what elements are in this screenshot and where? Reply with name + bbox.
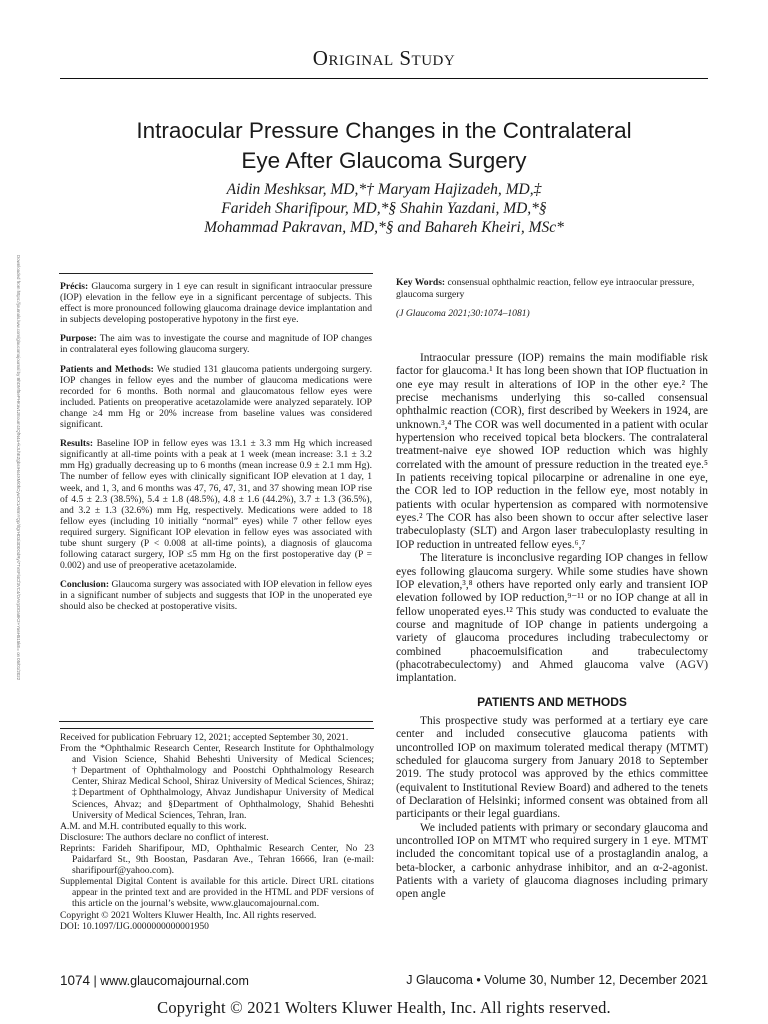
footnote: From the *Ophthalmic Research Center, Research Institute for Ophthalmology and Vision Science, Shahid Beheshti University of Medical Sciences; †Department of Ophthalmology and Poostchi Ophthalmology Research Center, Shiraz Medical School, Shiraz University of Medical Sciences, Shiraz; ‡Department of Ophthalmology, Ahvaz Jundishapur University of Medical Sciences, Ahvaz; and §Department of Ophthalmology, Shahid Beheshti University of Medical Sciences, Tehran, Iran. xyxy=(60,743,374,821)
footnote-rule xyxy=(60,728,374,729)
abstract-text: The aim was to investigate the course and magnitude of IOP changes in contralateral eyes following glaucoma surgery. xyxy=(60,333,372,356)
article-title xyxy=(60,116,708,176)
footnote: Supplemental Digital Content is available for this article. Direct URL citations appear in the printed text and are provided in the HTML and PDF versions of this article on the journal’s website, www.glaucomajournal.com. xyxy=(60,876,374,910)
download-sidenote xyxy=(14,255,22,715)
footnotes xyxy=(60,732,374,932)
footnote: Received for publication February 12, 2021; accepted September 30, 2021. xyxy=(60,732,349,743)
keywords xyxy=(396,277,708,300)
abstract-label: Conclusion: xyxy=(60,579,110,591)
footnote: Reprints: Farideh Sharifipour, MD, Ophthalmic Research Center, No 23 Paidarfard St., 9th Boostan, Pasdaran Ave., Tehran 16666, Iran (e-mail: sharifipourf@yahoo.com). xyxy=(60,842,374,877)
body-text xyxy=(396,352,708,902)
footnote: DOI: 10.1097/IJG.0000000000001950 xyxy=(60,920,209,932)
header-rule xyxy=(60,78,708,79)
journal-website: www.glaucomajournal.com xyxy=(100,974,249,988)
page-footer xyxy=(60,973,708,988)
abstract-text: Glaucoma surgery in 1 eye can result in significant intraocular pressure (IOP) elevation in the fellow eye in a significant percentage of subjects. This effect is more pronounced following glaucoma drainage device implantation and in subjects developing postoperative hypotony in the first eye. xyxy=(60,281,372,326)
footnote: Copyright © 2021 Wolters Kluwer Health, Inc. All rights reserved. xyxy=(60,909,317,921)
journal-issue: J Glaucoma • Volume 30, Number 12, December 2021 xyxy=(406,973,708,987)
authors-line: Aidin Meshksar, MD,*† Maryam Hajizadeh, MD,‡ xyxy=(226,181,542,198)
section-heading: PATIENTS AND METHODS xyxy=(477,694,627,709)
abstract-label: Précis: xyxy=(60,281,89,292)
abstract-results xyxy=(60,438,372,571)
abstract-text: We studied 131 glaucoma patients undergoing surgery. IOP changes in fellow eyes and the number of glaucoma medications were recorded for 6 months. Both normal and glaucomatous fellow eyes were included. Patients on preoperative acetazolamide were analyzed separately. IOP change ≥4 mm Hg or 20% increase from baseline values was considered significant. xyxy=(60,363,372,431)
abstract-methods xyxy=(60,364,372,431)
body-paragraph: Intraocular pressure (IOP) remains the main modifiable risk factor for glaucoma.¹ It has long been shown that IOP fluctuation in one eye may result in alterations of IOP in the other eye.² The precise mechanisms underlying this so-called consensual ophthalmic reaction (COR), first described by Weekers in 1924, are unknown.³,⁴ The COR was well documented in a patient with ocular hypertension who received topical beta blockers. The contralateral treatment-naive eye showed IOP reduction which was highly correlated with the amount of pressure reduction in the treated eye.⁵ In patients receiving topical pilocarpine or adrenaline in one eye, the COR led to IOP reduction in the fellow eye, most notably in patients with ocular hypertension as compared with normotensive eyes.² The COR has also been shown to occur after selective laser trabeculoplasty (SLT) and Argon laser trabeculoplasty resulting in IOP reduction in untreated fellow eyes.⁶,⁷ xyxy=(396,352,708,551)
abstract-text: Baseline IOP in fellow eyes was 13.1 ± 3.3 mm Hg which increased significantly at all-time points with a peak at 1 week (mean increase: 3.1 ± 3.2 mm Hg) gradually decreasing up to 6 months (mean increase 0.9 ± 2.1 mm Hg). The number of fellow eyes with clinically significant IOP elevation at 1 day, 1 week, and 1, 3, and 6 months was 47, 76, 47, 31, and 37 showing mean IOP rise of 4.5 ± 2.3 (38.5%), 5.4 ± 1.8 (48.5%), 4.8 ± 1.6 (44.2%), 3.7 ± 1.3 (36.5%), and 3.2 ± 1.3 (32.6%) mm Hg, respectively. Medications were added to 18 fellow eyes (including 10 initially “normal” eyes) while 7 other fellow eyes required surgery. Significant IOP elevation in fellow eyes was associated with tube shunt surgery (P < 0.008 at all-time points), a diagnosis of glaucoma following cataract surgery, IOP ≤5 mm Hg on the first postoperative day (P = 0.002) and use of preoperative acetazolamide. xyxy=(60,438,372,572)
title-line: Eye After Glaucoma Surgery xyxy=(241,148,527,173)
abstract-conclusion xyxy=(60,579,372,612)
footnote: A.M. and M.H. contributed equally to this work. xyxy=(60,820,247,832)
abstract-label: Results: xyxy=(60,438,94,450)
section-label: Original Study xyxy=(312,46,456,70)
authors-line: Mohammad Pakravan, MD,*§ and Bahareh Kheiri, MSc* xyxy=(204,219,564,236)
abstract-label: Purpose: xyxy=(60,333,97,345)
body-paragraph: The literature is inconclusive regarding IOP changes in fellow eyes following glaucoma surgery. While some studies have shown IOP elevation,³,⁸ others have reported only early and transient IOP elevation followed by IOP reduction,⁹⁻¹¹ or no IOP change at all in fellow unoperated eyes.¹² This study was conducted to evaluate the course and magnitude of IOP change in patients undergoing a variety of glaucoma procedures including trabeculectomy or combined phacoemulsification and trabeculectomy (phacotrabeculectomy) and Ahmed glaucoma valve (AGV) implantation. xyxy=(396,552,708,685)
abstract-label: Patients and Methods: xyxy=(60,363,154,375)
abstract xyxy=(60,281,372,621)
keywords-label: Key Words: xyxy=(396,277,446,288)
abstract-text: Glaucoma surgery was associated with IOP elevation in fellow eyes in a significant number of subjects and suggests that IOP in the unoperated eye should also be checked at postoperative visits. xyxy=(60,579,372,613)
authors-line: Farideh Sharifipour, MD,*§ Shahin Yazdani, MD,*§ xyxy=(221,200,547,217)
page-number: 1074 xyxy=(60,973,91,988)
citation: (J Glaucoma 2021;30:1074–1081) xyxy=(396,308,530,320)
body-paragraph: We included patients with primary or secondary glaucoma and uncontrolled IOP on MTMT who required surgery in 1 eye. MTMT included the concomitant topical use of a prostaglandin analog, a beta-blocker, a carbonic anhydrase inhibitor, and an α-2-agonist. Patients with a variety of glaucoma diagnoses including primary open angle xyxy=(396,821,708,901)
author-list xyxy=(60,180,708,237)
sidenote-text: Downloaded from https://journals.lww.com/glaucomajournal by BhDMf5ePHKav1zEoum1tQfN4a+kJLhEZgbsIHo4XMi0hCywCX1AWnYQp/IlQrHD3i3D0OdRyi7TvSFl4Cf3VC4/OAVpDDa8K2+Ya6H515kE= on 05/01/2022 xyxy=(16,255,21,681)
copyright-banner: Copyright © 2021 Wolters Kluwer Health, Inc. All rights reserved. xyxy=(157,998,611,1017)
footnote: Disclosure: The authors declare no conflict of interest. xyxy=(60,831,269,843)
title-line: Intraocular Pressure Changes in the Contralateral xyxy=(136,118,632,143)
footer-left: 1074 | www.glaucomajournal.com xyxy=(60,973,249,988)
keywords-text: consensual ophthalmic reaction, fellow eye intraocular pressure, glaucoma surgery xyxy=(396,277,695,300)
abstract-precis xyxy=(60,281,372,325)
body-paragraph: This prospective study was performed at a tertiary eye care center and included consecutive glaucoma patients with uncontrolled IOP on maximum tolerated medical therapy (MTMT) scheduled for glaucoma surgery from January 2018 to September 2019. The study protocol was approved by the ethics committee (equivalent to Institutional Review Board) and adhered to the tenets of Declaration of Helsinki; informed consent was obtained from all participants or their legal guardians. xyxy=(396,714,708,821)
abstract-purpose xyxy=(60,333,372,355)
keywords-block xyxy=(396,277,708,328)
